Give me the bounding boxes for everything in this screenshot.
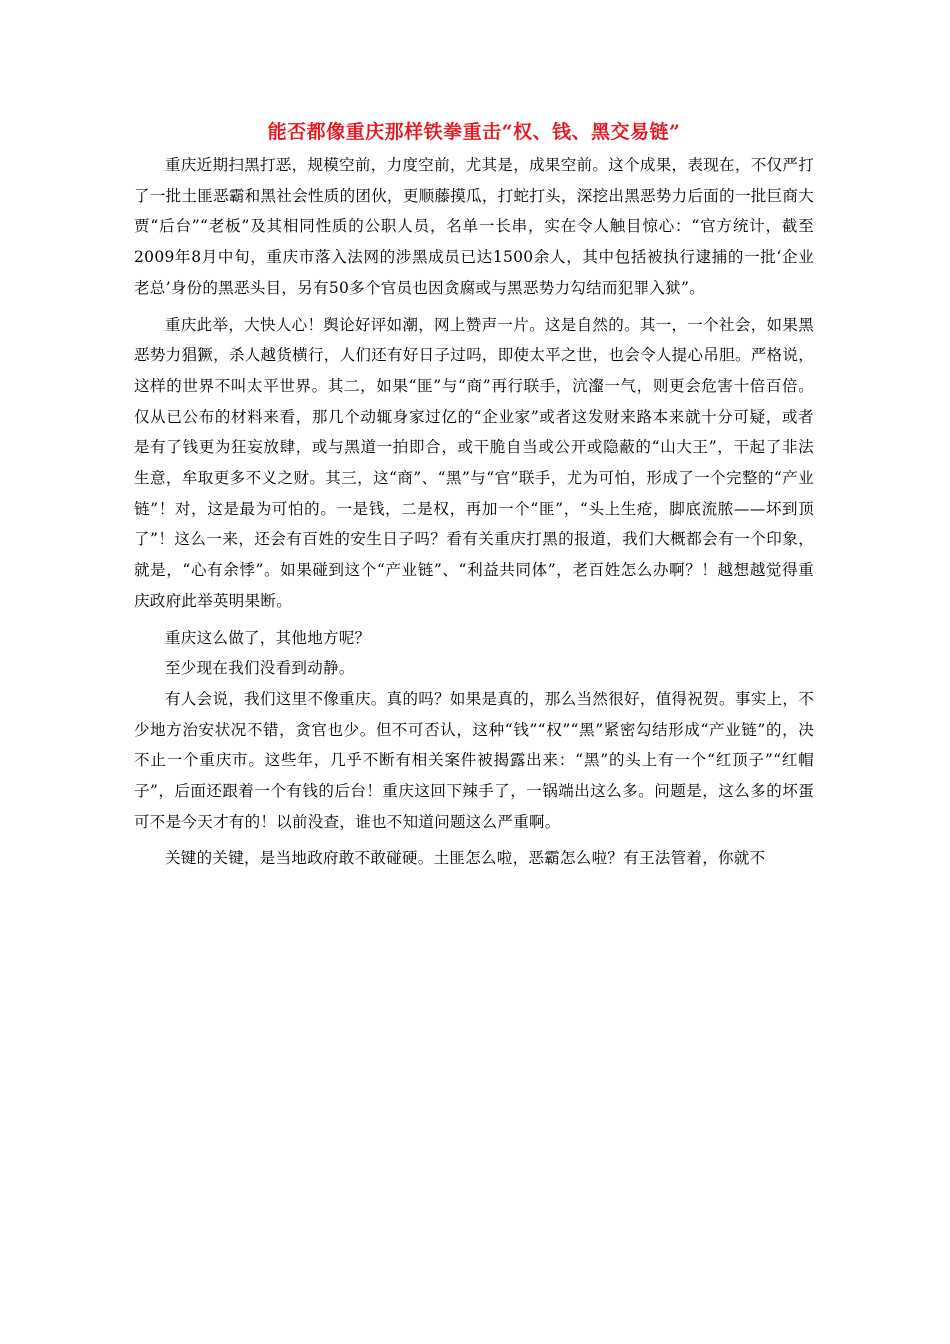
article-body [134, 118, 814, 874]
paragraph-2: 重庆此举，大快人心！舆论好评如潮，网上赞声一片。这是自然的。其一，一个社会，如果黑恶势力猖獗，杀人越货横行，人们还有好日子过吗，即使太平之世，也会令人提心吊胆。严格说，这样的世界不叫太平世界。其二，如果“匪”与“商”再行联手，沆瀣一气，则更会危害十倍百倍。仅从已公布的材料来看，那几个动辄身家过亿的“企业家”或者这发财来路本来就十分可疑，或者是有了钱更为狂妄放肆，或与黑道一拍即合，或干脆自当或公开或隐蔽的“山大王”，干起了非法生意，牟取更多不义之财。其三，这“商”、“黑”与“官”联手，尤为可怕，形成了一个完整的“产业链”！对，这是最为可怕的。一是钱，二是权，再加一个“匪”，“头上生疮，脚底流脓——坏到顶了”！这么一来，还会有百姓的安生日子吗？看有关重庆打黑的报道，我们大概都会有一个印象，就是，“心有余悸”。如果碰到这个“产业链”、“利益共同体”，老百姓怎么办啊？！越想越觉得重庆政府此举英明果断。 [134, 315, 814, 610]
paragraph-1: 重庆近期扫黑打恶，规模空前，力度空前，尤其是，成果空前。这个成果，表现在，不仅严打了一批土匪恶霸和黑社会性质的团伙，更顺藤摸瓜，打蛇打头，深挖出黑恶势力后面的一批巨商大贾“后台”“老板”及其相同性质的公职人员，名单一长串，实在令人触目惊心：“官方统计，截至2009年8月中旬，重庆市落入法网的涉黑成员已达1500余人，其中包括被执行逮捕的一批‘企业老总’身份的黑恶头目，另有50多个官员也因贪腐或与黑恶势力勾结而犯罪入狱”。 [134, 156, 814, 297]
article-title: 能否都像重庆那样铁拳重击“权、钱、黑交易链” [267, 121, 681, 143]
paragraph-6: 关键的关键，是当地政府敢不敢碰硬。土匪怎么啦，恶霸怎么啦？有王法管着，你就不 [165, 849, 766, 868]
paragraph-3: 重庆这么做了，其他地方呢？ [165, 628, 371, 647]
paragraph-4: 至少现在我们没看到动静。 [165, 659, 355, 678]
paragraph-5: 有人会说，我们这里不像重庆。真的吗？如果是真的，那么当然很好，值得祝贺。事实上，不少地方治安状况不错，贪官也少。但不可否认，这种“钱”“权”“黑”紧密勾结形成“产业链”的，决不止一个重庆市。这些年，几乎不断有相关案件被揭露出来：“黑”的头上有一个“红顶子”“红帽子”，后面还跟着一个有钱的后台！重庆这回下辣手了，一锅端出这么多。问题是，这么多的坏蛋可不是今天才有的！以前没查，谁也不知道问题这么严重啊。 [134, 689, 814, 831]
